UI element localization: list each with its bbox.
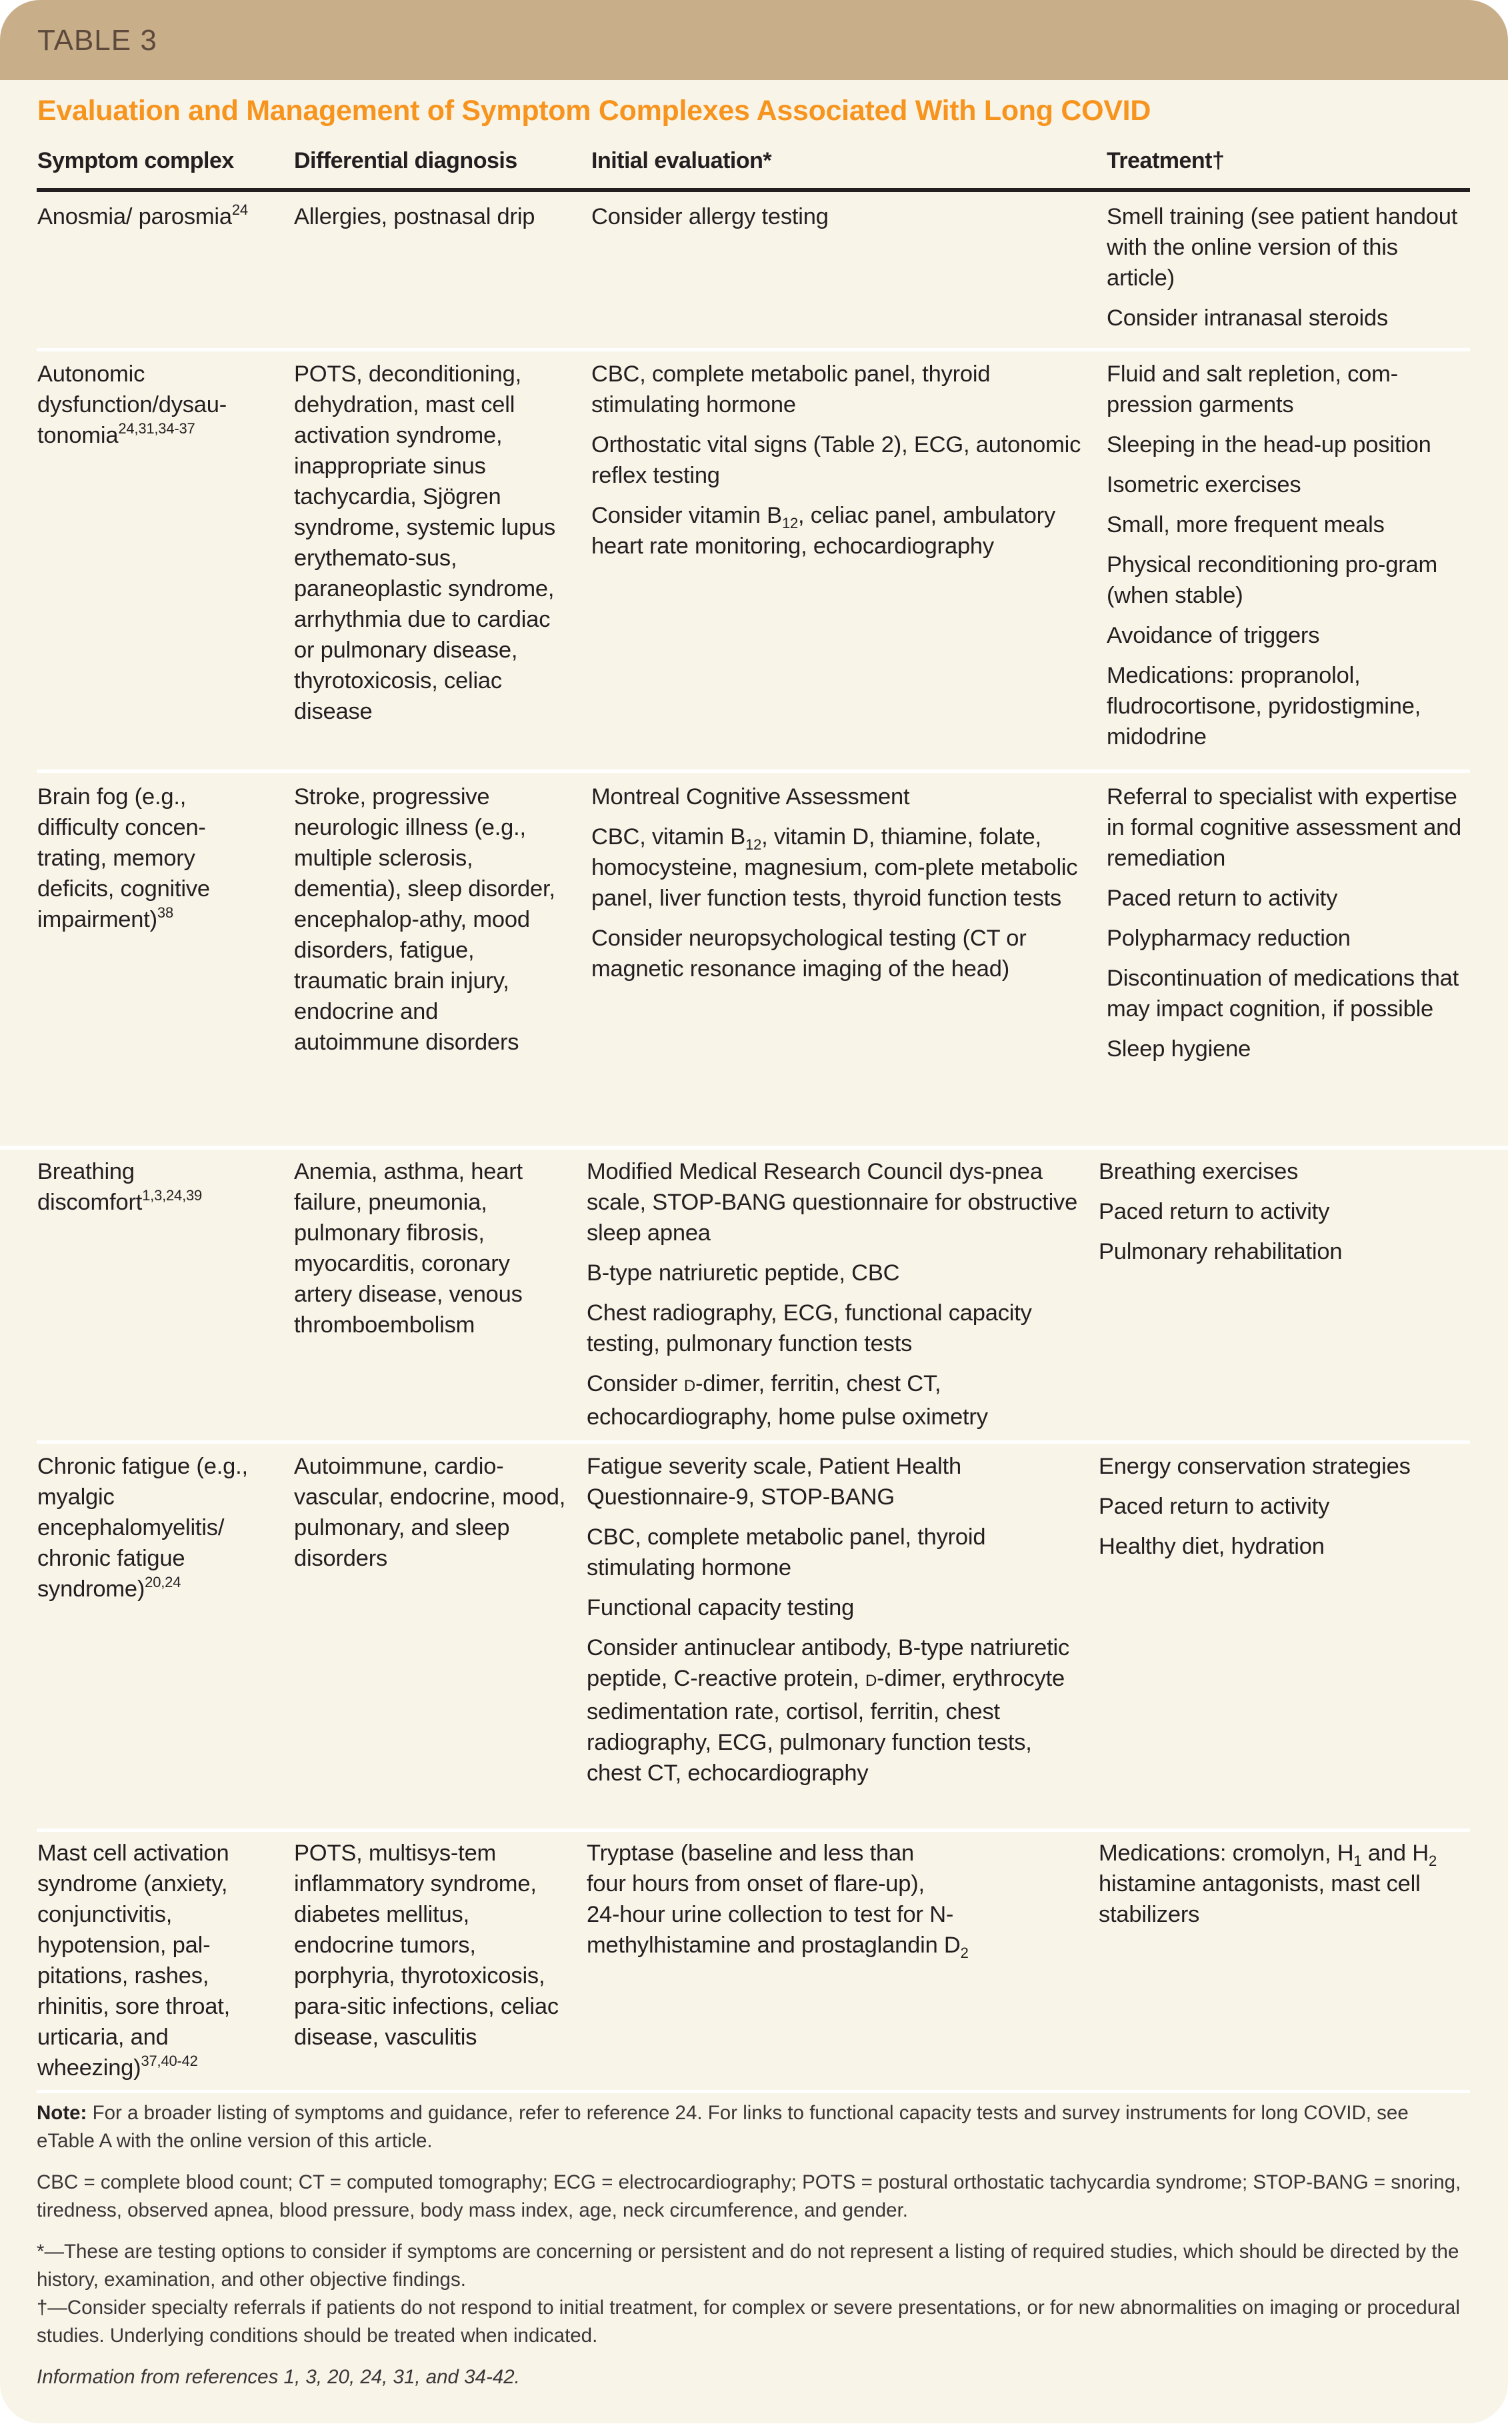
- note-paragraph: [37, 2099, 1470, 2155]
- table-label: TABLE 3: [37, 24, 157, 57]
- asterisk-footnote: *—These are testing options to consider if symptoms are concerning or persistent and do not represent a listing of required studies, which should be directed by the history, examination, and other objective findings.: [37, 2241, 1459, 2291]
- evaluation-item: B-type natriuretic peptide, CBC: [587, 1260, 900, 1286]
- row-fatigue-differential: Autoimmune, cardio-vascular, endocrine, mood, pulmonary, and sleep disorders: [294, 1454, 566, 1571]
- table-label-band: [0, 0, 1508, 80]
- treatment-item: Consider intranasal steroids: [1107, 305, 1389, 331]
- table-title: Evaluation and Management of Symptom Complexes Associated With Long COVID: [37, 95, 1151, 127]
- row-divider: [37, 1440, 1470, 1444]
- evaluation-item: Consider allergy testing: [591, 204, 829, 229]
- row-mastcell-treatment: [1099, 1838, 1470, 1939]
- column-header-treatment: Treatment†: [1107, 148, 1225, 173]
- treatment-item: Pulmonary rehabilitation: [1099, 1239, 1343, 1264]
- evaluation-item: Functional capacity testing: [587, 1595, 855, 1620]
- row-brainfog-differential: Stroke, progressive neurologic illness (e.g., multiple sclerosis, dementia), sleep disorder, encephalop-athy, mood disorders, fatigue, traumatic brain injury, endocrine and autoimmune disorders: [294, 784, 555, 1055]
- evaluation-item: Montreal Cognitive Assessment: [591, 784, 910, 810]
- treatment-item: Sleep hygiene: [1107, 1036, 1251, 1062]
- treatment-item: Fluid and salt repletion, com-pression garments: [1107, 361, 1398, 417]
- source-citation: Information from references 1, 3, 20, 24, 31, and 34-42.: [37, 2366, 520, 2388]
- row-mastcell-symptom: [37, 1838, 271, 2083]
- column-header-symptom: Symptom complex: [37, 148, 234, 173]
- note-text: For a broader listing of symptoms and guidance, refer to reference 24. For links to functional capacity tests and survey instruments for long COVID, see eTable A with the online version of this article.: [37, 2102, 1409, 2152]
- evaluation-item: Modified Medical Research Council dys-pnea scale, STOP-BANG questionnaire for obstructive sleep apnea: [587, 1159, 1078, 1246]
- evaluation-item: Orthostatic vital signs (Table 2), ECG, autonomic reflex testing: [591, 432, 1081, 488]
- treatment-item: Paced return to activity: [1099, 1199, 1330, 1224]
- abbreviations-footnote: CBC = complete blood count; CT = computed tomography; ECG = electrocardiography; POTS = postural orthostatic tachycardia syndrome; STOP-BANG = snoring, tiredness, observed apnea, blood pressure, body mass index, age, neck circumference, and gender.: [37, 2171, 1461, 2221]
- row-breathing-differential: Anemia, asthma, heart failure, pneumonia, pulmonary fibrosis, myocarditis, coronary artery disease, venous thromboembolism: [294, 1159, 523, 1338]
- symptom-text: Brain fog (e.g., difficulty concen-trating, memory deficits, cognitive impairment): [37, 784, 210, 932]
- treatment-item: Healthy diet, hydration: [1099, 1534, 1325, 1559]
- row-breathing-evaluation: [587, 1156, 1087, 1442]
- symptom-text: Mast cell activation syndrome (anxiety, conjunctivitis, hypotension, pal-pitations, rashes, rhinitis, sore throat, urticaria, and wheezing): [37, 1841, 230, 2081]
- row-fatigue-evaluation: [587, 1451, 1087, 1798]
- row-divider: [37, 1829, 1470, 1832]
- row-mastcell-evaluation: [587, 1838, 1087, 1970]
- row-breathing-symptom: [37, 1156, 271, 1218]
- header-rule: [37, 188, 1470, 192]
- row-brainfog-symptom: [37, 782, 271, 935]
- row-anosmia-treatment: [1107, 201, 1470, 343]
- treatment-item: Paced return to activity: [1099, 1494, 1330, 1519]
- evaluation-item: Consider D-dimer, ferritin, chest CT, echocardiography, home pulse oximetry: [587, 1371, 988, 1430]
- row-divider: [0, 1146, 1508, 1150]
- treatment-item: Physical reconditioning pro-gram (when stable): [1107, 552, 1438, 608]
- treatment-item: Small, more frequent meals: [1107, 512, 1385, 537]
- evaluation-item: Consider neuropsychological testing (CT or magnetic resonance imaging of the head): [591, 926, 1027, 982]
- symptom-text: Breathing discomfort: [37, 1159, 143, 1215]
- treatment-item: Isometric exercises: [1107, 472, 1301, 497]
- row-fatigue-symptom: [37, 1451, 271, 1604]
- evaluation-item: CBC, complete metabolic panel, thyroid stimulating hormone: [587, 1524, 986, 1580]
- treatment-item: Polypharmacy reduction: [1107, 926, 1351, 951]
- dagger-footnote: †—Consider specialty referrals if patients do not respond to initial treatment, for complex or severe presentations, or for new abnormalities on imaging or procedural studies. Underlying conditions should be treated when indicated.: [37, 2297, 1460, 2347]
- symptom-text: Anosmia/ parosmia: [37, 204, 232, 229]
- note-label: Note:: [37, 2102, 87, 2124]
- row-autonomic-symptom: [37, 359, 271, 451]
- row-breathing-treatment: [1099, 1156, 1470, 1276]
- row-brainfog-evaluation: [591, 782, 1085, 994]
- symptom-text: Autonomic dysfunction/dysau-tonomia: [37, 361, 227, 448]
- treatment-item: Sleeping in the head-up position: [1107, 432, 1431, 457]
- reference-superscript: 24: [231, 201, 248, 218]
- reference-superscript: 20,24: [145, 1573, 181, 1590]
- evaluation-item: Fatigue severity scale, Patient Health Questionnaire-9, STOP-BANG: [587, 1454, 961, 1510]
- column-header-evaluation: Initial evaluation*: [591, 148, 772, 173]
- evaluation-item: Consider antinuclear antibody, B-type natriuretic peptide, C-reactive protein, D-dimer, erythrocyte sedimentation rate, cortisol, ferritin, chest radiography, ECG, pulmonary function tests, chest CT, echocardiography: [587, 1635, 1070, 1786]
- treatment-item: Avoidance of triggers: [1107, 623, 1320, 648]
- evaluation-item: CBC, vitamin $B_{12}$, vitamin D, thiamine, folate, homocysteine, magnesium, com-plete metabolic panel, liver function tests, thyroid function tests: [591, 824, 1078, 911]
- row-brainfog-treatment: [1107, 782, 1470, 1074]
- row-mastcell-differential: POTS, multisys-tem inflammatory syndrome, diabetes mellitus, endocrine tumors, porphyria, thyrotoxicosis, para-sitic infections, celiac disease, vasculitis: [294, 1841, 559, 2050]
- treatment-item: Smell training (see patient handout with the online version of this article): [1107, 204, 1458, 291]
- row-anosmia-differential: Allergies, postnasal drip: [294, 204, 535, 229]
- row-autonomic-differential: POTS, deconditioning, dehydration, mast cell activation syndrome, inappropriate sinus tachycardia, Sjögren syndrome, systemic lupus erythemato-sus, paraneoplastic syndrome, arrhythmia due to cardiac or pulmonary disease, thyrotoxicosis, celiac disease: [294, 361, 556, 724]
- treatment-item: Medications: propranolol, fludrocortisone, pyridostigmine, midodrine: [1107, 663, 1421, 750]
- row-autonomic-treatment: [1107, 359, 1470, 762]
- table-footnotes: [37, 2099, 1470, 2405]
- evaluation-item: CBC, complete metabolic panel, thyroid stimulating hormone: [591, 361, 991, 417]
- treatment-item: Medications: cromolyn, $H_1$ and $H_2$ histamine antagonists, mast cell stabilizers: [1099, 1841, 1437, 1927]
- treatment-item: Breathing exercises: [1099, 1159, 1299, 1184]
- treatment-item: Paced return to activity: [1107, 886, 1338, 911]
- treatment-item: Energy conservation strategies: [1099, 1454, 1411, 1479]
- symptom-text: Chronic fatigue (e.g., myalgic encephalomyelitis/ chronic fatigue syndrome): [37, 1454, 248, 1602]
- evaluation-item: Consider vitamin $B_{12}$, celiac panel, ambulatory heart rate monitoring, echocardiography: [591, 503, 1056, 559]
- row-divider: [37, 770, 1470, 773]
- treatment-item: Discontinuation of medications that may impact cognition, if possible: [1107, 966, 1459, 1022]
- treatment-item: Referral to specialist with expertise in formal cognitive assessment and remediation: [1107, 784, 1462, 871]
- row-autonomic-evaluation: [591, 359, 1085, 571]
- reference-superscript: 38: [157, 904, 173, 921]
- reference-superscript: 37,40-42: [141, 2052, 198, 2069]
- evaluation-item: Tryptase (baseline and less than four hours from onset of flare-up), 24-hour urine collection to test for N-methylhistamine and prostaglandin $D_2$: [587, 1841, 969, 1961]
- evaluation-item: Chest radiography, ECG, functional capacity testing, pulmonary function tests: [587, 1300, 1032, 1356]
- row-anosmia-symptom: [37, 201, 271, 232]
- reference-superscript: 1,3,24,39: [142, 1186, 203, 1204]
- row-divider: [37, 348, 1470, 351]
- column-header-differential: Differential diagnosis: [294, 148, 517, 173]
- row-anosmia-evaluation: [591, 201, 1085, 241]
- row-fatigue-treatment: [1099, 1451, 1470, 1571]
- row-divider: [37, 2090, 1470, 2093]
- reference-superscript: 24,31,34-37: [118, 419, 195, 437]
